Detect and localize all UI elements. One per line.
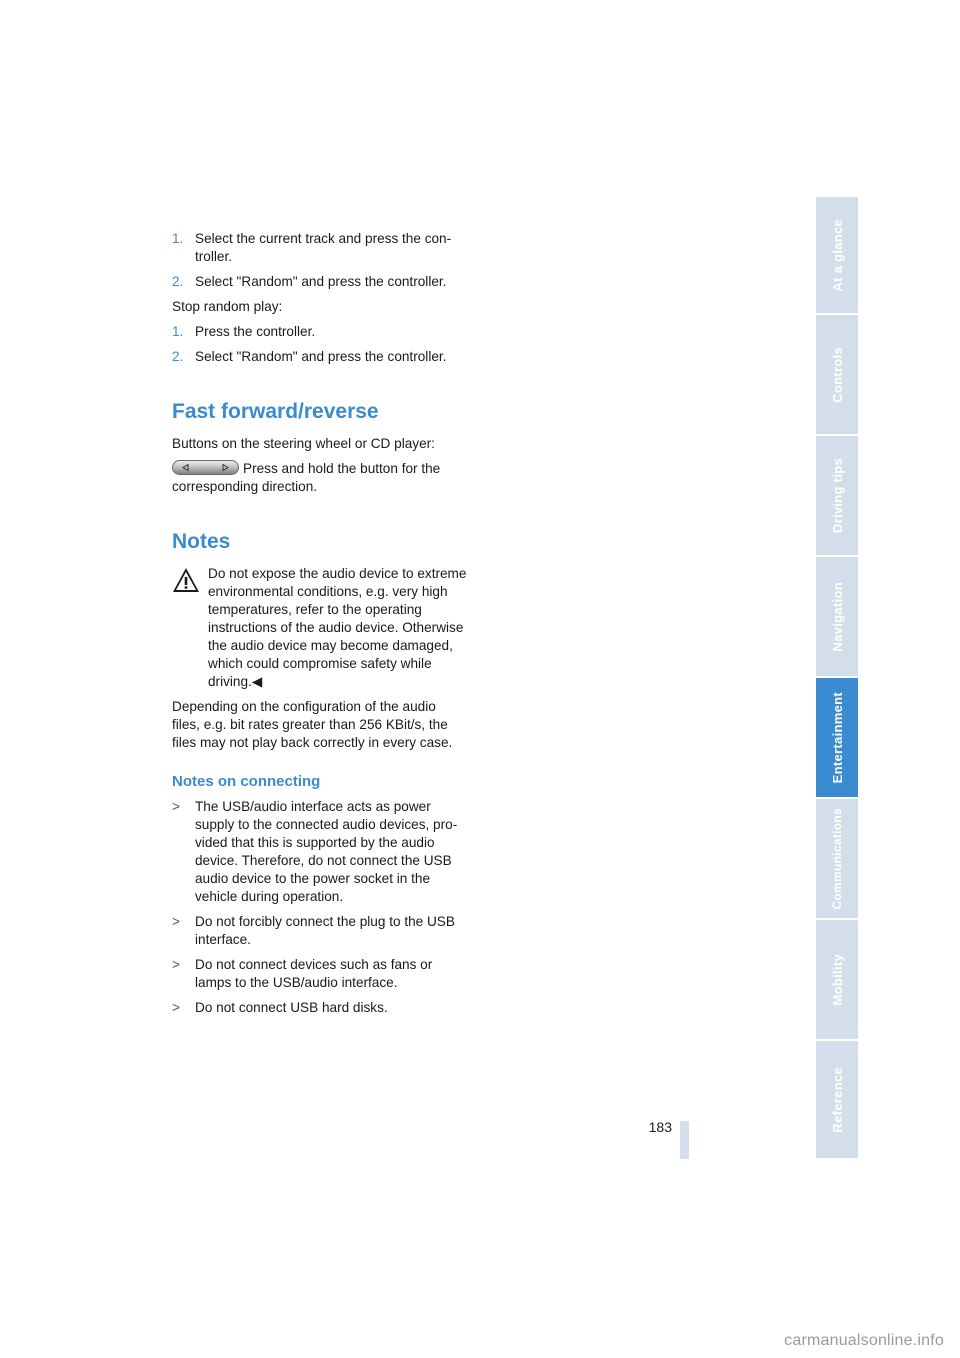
- tab-navigation[interactable]: [816, 557, 858, 676]
- heading-notes: Notes: [172, 530, 231, 553]
- step-text: Select "Random" and press the controller.: [195, 349, 447, 364]
- bullet-mark: >: [172, 957, 180, 972]
- bullet-mark: >: [172, 914, 180, 929]
- list-item: [172, 913, 467, 949]
- list-item: [172, 348, 467, 366]
- step-text: Select the current track and press the con-troller.: [195, 231, 452, 264]
- tab-label: Reference: [829, 1066, 845, 1133]
- list-item: [172, 798, 467, 906]
- tab-reference[interactable]: [816, 1041, 858, 1158]
- main-content: [172, 230, 467, 1024]
- buttons-intro: Buttons on the steering wheel or CD player:: [172, 436, 435, 451]
- chapter-sidebar: [816, 197, 858, 1160]
- list-item: [172, 956, 467, 992]
- warning-block: [172, 565, 467, 691]
- press-hold-paragraph: [172, 460, 467, 496]
- list-item: [172, 273, 467, 291]
- heading-notes-connecting: Notes on connecting: [172, 773, 321, 790]
- step-text: Select "Random" and press the controller.: [195, 274, 447, 289]
- watermark: carmanualsonline.info: [784, 1332, 944, 1349]
- tab-driving-tips[interactable]: [816, 436, 858, 555]
- step-number: 2.: [172, 274, 184, 289]
- page-number: 183: [648, 1119, 672, 1135]
- tab-label: Entertainment: [829, 691, 845, 784]
- list-item: [172, 999, 467, 1017]
- tab-label: Navigation: [829, 581, 845, 652]
- tab-label: Driving tips: [829, 457, 845, 534]
- warning-triangle-icon: [172, 567, 200, 593]
- stop-random-label: Stop random play:: [172, 299, 283, 314]
- list-item: [172, 323, 467, 341]
- tab-entertainment[interactable]: [816, 678, 858, 797]
- end-mark: ◀: [251, 674, 263, 689]
- step-number: 2.: [172, 349, 184, 364]
- warning-text-paragraph: [172, 565, 467, 691]
- tab-label: At a glance: [829, 218, 845, 292]
- tab-at-a-glance[interactable]: [816, 197, 858, 313]
- list-item: [172, 230, 467, 266]
- step-text: Press the controller.: [195, 324, 316, 339]
- tab-label: Communications: [830, 807, 844, 910]
- tab-label: Controls: [829, 346, 845, 403]
- bullet-mark: >: [172, 799, 180, 814]
- tab-label: Mobility: [829, 953, 845, 1006]
- warning-text: Do not expose the audio device to extreme environmental conditions, e.g. very high temperatures, refer to the operating instructions of the audio device. Otherwise the audio device may become damaged, which could compromise safety while driving.: [208, 566, 467, 689]
- step-number: 1.: [172, 231, 184, 246]
- press-hold-text: Press and hold the button for the corresponding direction.: [172, 461, 441, 494]
- bullet-text: The USB/audio interface acts as power supply to the connected audio devices, pro-vided that this is supported by the audio device. Therefore, do not connect the USB audio device to the power socket in the vehicle during operation.: [195, 799, 458, 904]
- bullet-text: Do not connect devices such as fans or lamps to the USB/audio interface.: [195, 957, 433, 990]
- bullet-text: Do not forcibly connect the plug to the USB interface.: [195, 914, 455, 947]
- tab-mobility[interactable]: [816, 920, 858, 1039]
- bitrate-paragraph: Depending on the configuration of the audio files, e.g. bit rates greater than 256 KBit/s, the files may not play back correctly in every case.: [172, 699, 453, 750]
- tab-communications[interactable]: [816, 799, 858, 918]
- heading-fast-forward: Fast forward/reverse: [172, 400, 379, 423]
- tab-controls[interactable]: [816, 315, 858, 434]
- bullet-mark: >: [172, 1000, 180, 1015]
- seek-rocker-icon: [172, 460, 239, 475]
- step-number: 1.: [172, 324, 184, 339]
- bullet-text: Do not connect USB hard disks.: [195, 1000, 388, 1015]
- page-marker-bar: [680, 1121, 689, 1159]
